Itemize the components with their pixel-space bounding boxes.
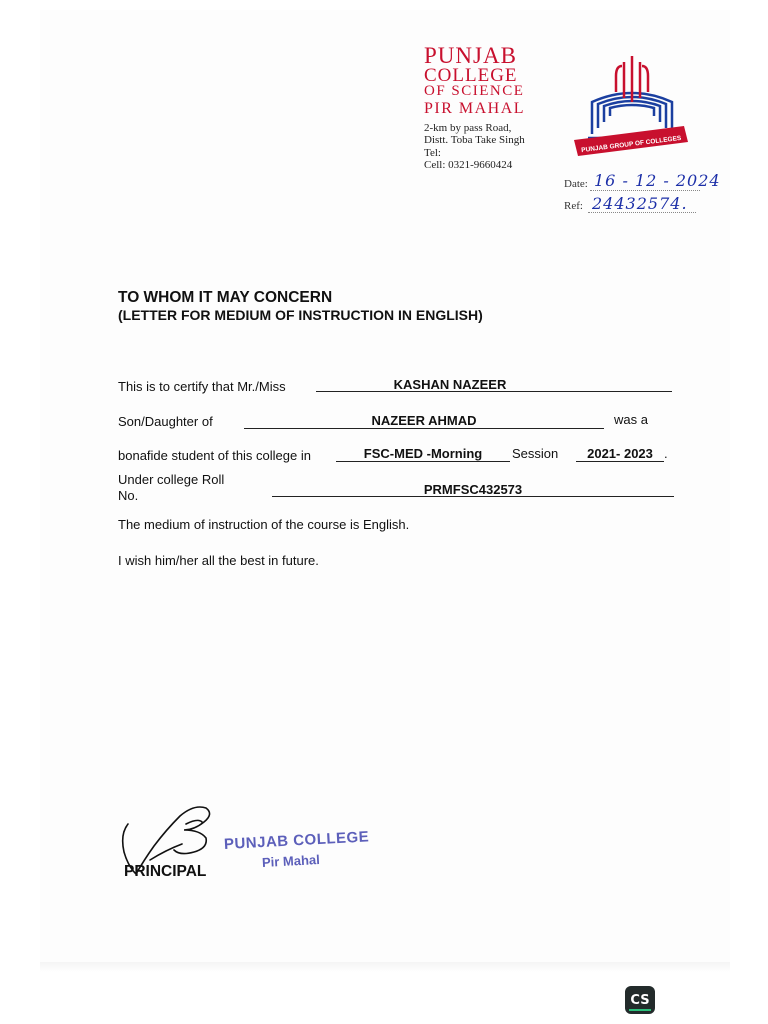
address-line-3: Tel:	[424, 147, 441, 159]
date-value: 16 - 12 - 2024	[594, 171, 721, 190]
wish-statement: I wish him/her all the best in future.	[118, 553, 319, 568]
college-name-line-2: COLLEGE	[424, 65, 518, 86]
principal-label: PRINCIPAL	[124, 863, 207, 880]
address-line-1: 2-km by pass Road,	[424, 122, 512, 134]
college-name-line-4: PIR MAHAL	[424, 100, 526, 117]
college-name-line-1: PUNJAB	[424, 43, 517, 68]
college-stamp-line-2: Pir Mahal	[261, 851, 321, 870]
college-stamp-line-1: PUNJAB COLLEGE	[223, 828, 370, 853]
medium-statement: The medium of instruction of the course is English.	[118, 517, 410, 532]
address-line-2: Distt. Toba Take Singh	[424, 134, 525, 146]
program-value: FSC-MED -Morning	[363, 446, 483, 461]
parent-label: Son/Daughter of	[118, 414, 213, 429]
letter-heading: TO WHOM IT MAY CONCERN	[118, 289, 333, 306]
roll-label-line-1: Under college Roll	[118, 472, 225, 487]
scanner-app-badge: CS	[625, 986, 655, 1014]
logo-ribbon-text: PUNJAB GROUP OF COLLEGES	[580, 134, 682, 155]
parent-name-line	[244, 428, 604, 429]
session-line	[576, 461, 664, 462]
date-line	[590, 190, 700, 191]
program-line	[336, 461, 510, 462]
date-label: Date:	[564, 178, 588, 190]
ref-label: Ref:	[564, 200, 583, 212]
letter-subheading: (LETTER FOR MEDIUM OF INSTRUCTION IN ENGLISH)	[118, 307, 483, 323]
roll-label-line-2: No.	[118, 488, 139, 503]
was-a-text: was a	[614, 412, 648, 427]
parent-name: NAZEER AHMAD	[371, 413, 477, 428]
certify-text: This is to certify that Mr./Miss	[118, 379, 286, 394]
session-period: .	[664, 446, 668, 461]
student-name: KASHAN NAZEER	[393, 377, 507, 392]
session-label: Session	[512, 446, 559, 461]
college-name-line-3: OF SCIENCE	[424, 83, 525, 99]
college-logo-icon	[572, 42, 692, 162]
address-line-4: Cell: 0321-9660424	[424, 159, 513, 171]
ref-value: 24432574.	[592, 194, 688, 213]
session-value: 2021- 2023	[587, 446, 653, 461]
roll-value: PRMFSC432573	[423, 482, 523, 497]
page-edge	[40, 962, 730, 972]
bonafide-text: bonafide student of this college in	[118, 448, 311, 463]
